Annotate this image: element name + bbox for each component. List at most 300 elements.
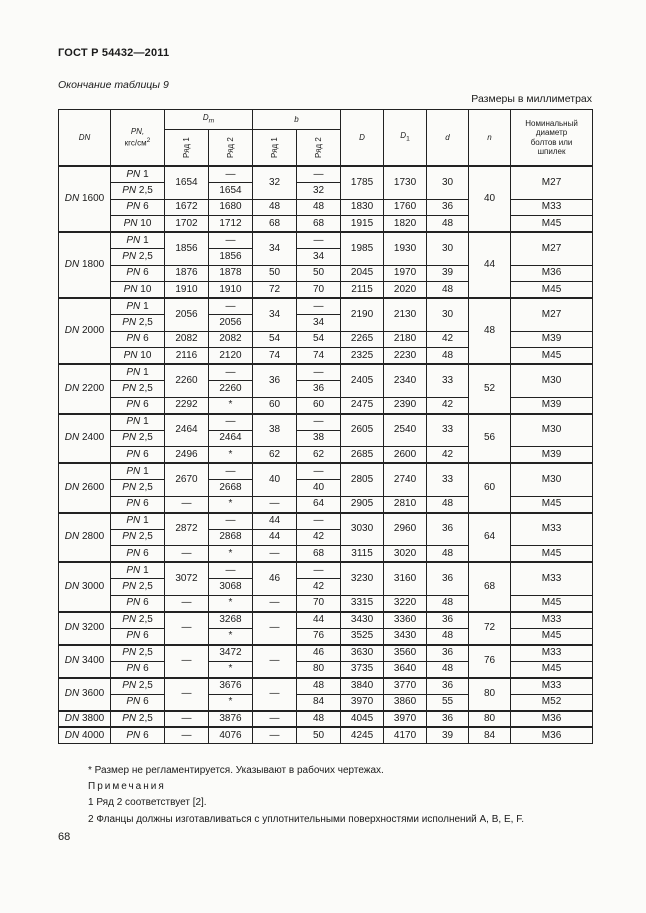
d-cell: 48 [427, 595, 469, 612]
dn-cell: DN 2400 [59, 414, 111, 464]
pn-cell: PN 1 [111, 463, 165, 480]
b-row2-cell: 80 [297, 661, 341, 678]
D-cell: 3315 [341, 595, 384, 612]
d-cell: 42 [427, 447, 469, 464]
bolt-cell: M39 [511, 447, 593, 464]
pn-cell: PN 6 [111, 628, 165, 645]
bolt-cell: M36 [511, 711, 593, 728]
b-row1-cell: — [253, 645, 297, 678]
d-cell: 55 [427, 694, 469, 711]
d-cell: 48 [427, 282, 469, 299]
d-cell: 42 [427, 397, 469, 414]
dm-row2-cell: — [209, 513, 253, 530]
dm-row1-cell: 2260 [165, 364, 209, 397]
D1-cell: 2960 [384, 513, 427, 546]
pn-cell: PN 2,5 [111, 480, 165, 497]
pn-cell: PN 6 [111, 496, 165, 513]
d-cell: 42 [427, 331, 469, 348]
b-row2-cell: 32 [297, 183, 341, 200]
dn-group [59, 645, 593, 678]
d-cell: 33 [427, 463, 469, 496]
d-cell: 39 [427, 265, 469, 282]
D1-cell: 1820 [384, 216, 427, 233]
dm-row2-cell: 2120 [209, 348, 253, 365]
d-cell: 30 [427, 232, 469, 265]
pn-cell: PN 6 [111, 265, 165, 282]
pn-cell: PN 10 [111, 282, 165, 299]
pn-cell: PN 2,5 [111, 678, 165, 695]
pn-cell: PN 2,5 [111, 612, 165, 629]
D-cell: 2475 [341, 397, 384, 414]
dm-row2-cell: * [209, 694, 253, 711]
dm-row2-cell: 1680 [209, 199, 253, 216]
D1-cell: 1930 [384, 232, 427, 265]
b-row1-cell: 46 [253, 562, 297, 595]
D-cell: 3230 [341, 562, 384, 595]
header-dm: $D_m$ [165, 110, 253, 130]
bolt-cell: M45 [511, 348, 593, 365]
n-cell: 80 [469, 678, 511, 711]
b-row2-cell: 74 [297, 348, 341, 365]
b-row2-cell: — [297, 298, 341, 315]
D1-cell: 2020 [384, 282, 427, 299]
b-row1-cell: — [253, 595, 297, 612]
b-row1-cell: — [253, 546, 297, 563]
b-row1-cell: — [253, 612, 297, 645]
dn-cell: DN 3000 [59, 562, 111, 612]
dn-group [59, 364, 593, 414]
b-row2-cell: — [297, 562, 341, 579]
D-cell: 2325 [341, 348, 384, 365]
footnote-star: * Размер не регламентируется. Указывают в рабочих чертежах. [88, 765, 384, 776]
table-row [59, 199, 593, 216]
dm-row2-cell: 3268 [209, 612, 253, 629]
d-cell: 39 [427, 727, 469, 744]
dm-row2-cell: * [209, 595, 253, 612]
table-row [59, 678, 593, 695]
b-row2-cell: — [297, 166, 341, 183]
table-row [59, 513, 593, 530]
header-b-row1: Ряд 1 [253, 130, 297, 167]
table-row [59, 612, 593, 629]
d-cell: 48 [427, 628, 469, 645]
dm-row2-cell: 1654 [209, 183, 253, 200]
bolt-cell: M36 [511, 727, 593, 744]
D1-cell: 2540 [384, 414, 427, 447]
D1-cell: 3160 [384, 562, 427, 595]
D1-cell: 3640 [384, 661, 427, 678]
b-row1-cell: 68 [253, 216, 297, 233]
b-row2-cell: — [297, 364, 341, 381]
b-row1-cell: — [253, 496, 297, 513]
pn-cell: PN 2,5 [111, 430, 165, 447]
b-row1-cell: 38 [253, 414, 297, 447]
pn-cell: PN 6 [111, 331, 165, 348]
note-1: 1 Ряд 2 соответствует [2]. [88, 797, 207, 809]
table-row [59, 265, 593, 282]
n-cell: 44 [469, 232, 511, 298]
b-row2-cell: 34 [297, 315, 341, 332]
dm-row1-cell: 2116 [165, 348, 209, 365]
dm-row2-cell: 1910 [209, 282, 253, 299]
D-cell: 4045 [341, 711, 384, 728]
b-row2-cell: 68 [297, 216, 341, 233]
bolt-cell: M33 [511, 678, 593, 695]
dn-cell: DN 2000 [59, 298, 111, 364]
dm-row1-cell: 2464 [165, 414, 209, 447]
dm-row1-cell: 1856 [165, 232, 209, 265]
header-b: b [253, 110, 341, 130]
dm-row1-cell: 1702 [165, 216, 209, 233]
n-cell: 60 [469, 463, 511, 513]
dn-group [59, 513, 593, 563]
D1-cell: 2180 [384, 331, 427, 348]
b-row1-cell: 36 [253, 364, 297, 397]
dm-row1-cell: 2670 [165, 463, 209, 496]
D-cell: 3630 [341, 645, 384, 662]
dm-row2-cell: * [209, 628, 253, 645]
dn-group [59, 463, 593, 513]
pn-cell: PN 2,5 [111, 711, 165, 728]
d-cell: 48 [427, 496, 469, 513]
n-cell: 68 [469, 562, 511, 612]
dn-cell: DN 1600 [59, 166, 111, 232]
D1-cell: 2740 [384, 463, 427, 496]
D1-cell: 1730 [384, 166, 427, 199]
b-row1-cell: 48 [253, 199, 297, 216]
d-cell: 30 [427, 166, 469, 199]
D-cell: 2685 [341, 447, 384, 464]
pn-cell: PN 1 [111, 364, 165, 381]
D1-cell: 1760 [384, 199, 427, 216]
dm-row1-cell: — [165, 595, 209, 612]
header-bolt-diameter: Номинальный диаметр болтов или шпилек [511, 110, 593, 167]
D-cell: 2115 [341, 282, 384, 299]
pn-cell: PN 10 [111, 216, 165, 233]
d-cell: 48 [427, 661, 469, 678]
flange-dimensions-table [58, 109, 593, 744]
b-row2-cell: 34 [297, 249, 341, 266]
D1-cell: 3970 [384, 711, 427, 728]
table-row [59, 166, 593, 183]
dm-row2-cell: 2082 [209, 331, 253, 348]
dn-group [59, 727, 593, 744]
dm-row2-cell: 4076 [209, 727, 253, 744]
dn-cell: DN 3200 [59, 612, 111, 645]
dm-row1-cell: — [165, 546, 209, 563]
page-number: 68 [58, 831, 71, 843]
pn-cell: PN 10 [111, 348, 165, 365]
b-row1-cell: 62 [253, 447, 297, 464]
bolt-cell: M27 [511, 298, 593, 331]
header-dm-row1: Ряд 1 [165, 130, 209, 167]
note-2: 2 Фланцы должны изготавливаться с уплотнительными поверхностями исполнений A, B, E, F. [88, 813, 524, 825]
dn-cell: DN 2600 [59, 463, 111, 513]
dm-row2-cell: * [209, 661, 253, 678]
D-cell: 3840 [341, 678, 384, 695]
dm-row1-cell: 2496 [165, 447, 209, 464]
dm-row1-cell: 2056 [165, 298, 209, 331]
dm-row1-cell: — [165, 711, 209, 728]
table-row [59, 364, 593, 381]
dm-row2-cell: 2056 [209, 315, 253, 332]
dm-row1-cell: 1910 [165, 282, 209, 299]
dm-row2-cell: 2668 [209, 480, 253, 497]
D1-cell: 4170 [384, 727, 427, 744]
dn-group [59, 298, 593, 364]
D-cell: 4245 [341, 727, 384, 744]
b-row2-cell: 36 [297, 381, 341, 398]
D1-cell: 3020 [384, 546, 427, 563]
D-cell: 2405 [341, 364, 384, 397]
b-row2-cell: 68 [297, 546, 341, 563]
pn-cell: PN 2,5 [111, 315, 165, 332]
pn-cell: PN 2,5 [111, 249, 165, 266]
b-row1-cell: — [253, 678, 297, 711]
n-cell: 84 [469, 727, 511, 744]
D1-cell: 2600 [384, 447, 427, 464]
D-cell: 2605 [341, 414, 384, 447]
table-row [59, 216, 593, 233]
b-row2-cell: 44 [297, 612, 341, 629]
b-row2-cell: — [297, 513, 341, 530]
pn-cell: PN 6 [111, 397, 165, 414]
b-row1-cell: 72 [253, 282, 297, 299]
b-row2-cell: 54 [297, 331, 341, 348]
pn-cell: PN 1 [111, 414, 165, 431]
header-D1: $D_1$ [384, 110, 427, 167]
b-row2-cell: 62 [297, 447, 341, 464]
b-row2-cell: 42 [297, 529, 341, 546]
dm-row2-cell: * [209, 397, 253, 414]
D1-cell: 2810 [384, 496, 427, 513]
d-cell: 36 [427, 711, 469, 728]
D-cell: 3030 [341, 513, 384, 546]
b-row1-cell: 34 [253, 232, 297, 265]
D1-cell: 3360 [384, 612, 427, 629]
d-cell: 36 [427, 645, 469, 662]
pn-cell: PN 6 [111, 595, 165, 612]
notes-title: Примечания [88, 781, 166, 793]
d-cell: 36 [427, 612, 469, 629]
b-row1-cell: 54 [253, 331, 297, 348]
dm-row1-cell: 2292 [165, 397, 209, 414]
header-pn: PN, кгс/$см^2$ [111, 110, 165, 167]
bolt-cell: M45 [511, 496, 593, 513]
dm-row2-cell: — [209, 232, 253, 249]
bolt-cell: M36 [511, 265, 593, 282]
D-cell: 2905 [341, 496, 384, 513]
table-row [59, 232, 593, 249]
D-cell: 1985 [341, 232, 384, 265]
dm-row1-cell: — [165, 645, 209, 678]
d-cell: 36 [427, 199, 469, 216]
dm-row2-cell: — [209, 298, 253, 315]
pn-cell: PN 1 [111, 232, 165, 249]
d-cell: 36 [427, 678, 469, 695]
b-row1-cell: — [253, 711, 297, 728]
n-cell: 52 [469, 364, 511, 414]
dm-row2-cell: — [209, 364, 253, 381]
b-row1-cell: 60 [253, 397, 297, 414]
bolt-cell: M45 [511, 628, 593, 645]
pn-cell: PN 6 [111, 694, 165, 711]
table-row [59, 562, 593, 579]
pn-cell: PN 1 [111, 513, 165, 530]
table-row [59, 727, 593, 744]
D1-cell: 1970 [384, 265, 427, 282]
bolt-cell: M45 [511, 282, 593, 299]
table-row [59, 628, 593, 645]
dn-group [59, 414, 593, 464]
dm-row2-cell: — [209, 414, 253, 431]
bolt-cell: M33 [511, 199, 593, 216]
d-cell: 33 [427, 414, 469, 447]
pn-cell: PN 2,5 [111, 579, 165, 596]
dm-row2-cell: 3676 [209, 678, 253, 695]
header-dm-row2: Ряд 2 [209, 130, 253, 167]
bolt-cell: M33 [511, 562, 593, 595]
table-row [59, 282, 593, 299]
D-cell: 2190 [341, 298, 384, 331]
bolt-cell: M27 [511, 166, 593, 199]
table-row [59, 331, 593, 348]
header-n: n [469, 110, 511, 167]
D1-cell: 3560 [384, 645, 427, 662]
bolt-cell: M27 [511, 232, 593, 265]
d-cell: 48 [427, 546, 469, 563]
b-row2-cell: — [297, 414, 341, 431]
dm-row2-cell: * [209, 447, 253, 464]
dm-row1-cell: 1672 [165, 199, 209, 216]
header-dn: DN [59, 110, 111, 167]
D-cell: 3735 [341, 661, 384, 678]
D1-cell: 2130 [384, 298, 427, 331]
dn-cell: DN 2800 [59, 513, 111, 563]
dn-cell: DN 3400 [59, 645, 111, 678]
n-cell: 64 [469, 513, 511, 563]
dn-group [59, 166, 593, 232]
b-row1-cell: 74 [253, 348, 297, 365]
D1-cell: 2390 [384, 397, 427, 414]
dm-row1-cell: — [165, 727, 209, 744]
header-D: D [341, 110, 384, 167]
dm-row2-cell: — [209, 166, 253, 183]
n-cell: 76 [469, 645, 511, 678]
dn-cell: DN 3600 [59, 678, 111, 711]
pn-cell: PN 6 [111, 199, 165, 216]
bolt-cell: M33 [511, 513, 593, 546]
b-row2-cell: 64 [297, 496, 341, 513]
D-cell: 3430 [341, 612, 384, 629]
pn-cell: PN 2,5 [111, 529, 165, 546]
table-row [59, 463, 593, 480]
bolt-cell: M52 [511, 694, 593, 711]
dm-row2-cell: 2464 [209, 430, 253, 447]
dm-row2-cell: 2260 [209, 381, 253, 398]
D-cell: 3970 [341, 694, 384, 711]
table-row [59, 694, 593, 711]
dm-row2-cell: 2868 [209, 529, 253, 546]
dm-row1-cell: 2082 [165, 331, 209, 348]
bolt-cell: M33 [511, 612, 593, 629]
d-cell: 30 [427, 298, 469, 331]
pn-cell: PN 2,5 [111, 645, 165, 662]
D1-cell: 3430 [384, 628, 427, 645]
b-row1-cell: 32 [253, 166, 297, 199]
b-row2-cell: 48 [297, 678, 341, 695]
table-row [59, 546, 593, 563]
dn-group [59, 711, 593, 728]
table-row [59, 414, 593, 431]
table-row [59, 397, 593, 414]
dm-row2-cell: 3472 [209, 645, 253, 662]
n-cell: 48 [469, 298, 511, 364]
pn-cell: PN 1 [111, 562, 165, 579]
b-row2-cell: 48 [297, 711, 341, 728]
pn-cell: PN 6 [111, 727, 165, 744]
table-row [59, 496, 593, 513]
D-cell: 3115 [341, 546, 384, 563]
dn-group [59, 562, 593, 612]
table-row [59, 298, 593, 315]
b-row2-cell: 42 [297, 579, 341, 596]
n-cell: 72 [469, 612, 511, 645]
b-row1-cell: 44 [253, 513, 297, 530]
dn-cell: DN 4000 [59, 727, 111, 744]
D-cell: 3525 [341, 628, 384, 645]
b-row2-cell: — [297, 232, 341, 249]
bolt-cell: M45 [511, 661, 593, 678]
d-cell: 48 [427, 348, 469, 365]
b-row2-cell: 70 [297, 595, 341, 612]
D1-cell: 2340 [384, 364, 427, 397]
dm-row1-cell: — [165, 496, 209, 513]
D-cell: 1915 [341, 216, 384, 233]
dn-cell: DN 2200 [59, 364, 111, 414]
b-row1-cell: 50 [253, 265, 297, 282]
d-cell: 48 [427, 216, 469, 233]
table-row [59, 595, 593, 612]
b-row2-cell: 84 [297, 694, 341, 711]
dm-row2-cell: * [209, 546, 253, 563]
pn-cell: PN 2,5 [111, 183, 165, 200]
bolt-cell: M39 [511, 331, 593, 348]
dm-row2-cell: — [209, 463, 253, 480]
n-cell: 40 [469, 166, 511, 232]
table-row [59, 645, 593, 662]
b-row2-cell: 40 [297, 480, 341, 497]
dm-row2-cell: 3876 [209, 711, 253, 728]
b-row2-cell: 60 [297, 397, 341, 414]
pn-cell: PN 1 [111, 298, 165, 315]
b-row1-cell: 40 [253, 463, 297, 496]
dn-group [59, 612, 593, 645]
dm-row2-cell: 1856 [209, 249, 253, 266]
b-row2-cell: 76 [297, 628, 341, 645]
bolt-cell: M45 [511, 546, 593, 563]
units-note: Размеры в миллиметрах [471, 93, 592, 105]
bolt-cell: M39 [511, 397, 593, 414]
d-cell: 36 [427, 513, 469, 546]
dm-row1-cell: 2872 [165, 513, 209, 546]
dm-row1-cell: 1654 [165, 166, 209, 199]
n-cell: 80 [469, 711, 511, 728]
b-row2-cell: 50 [297, 265, 341, 282]
D-cell: 2265 [341, 331, 384, 348]
pn-cell: PN 6 [111, 447, 165, 464]
dm-row2-cell: * [209, 496, 253, 513]
